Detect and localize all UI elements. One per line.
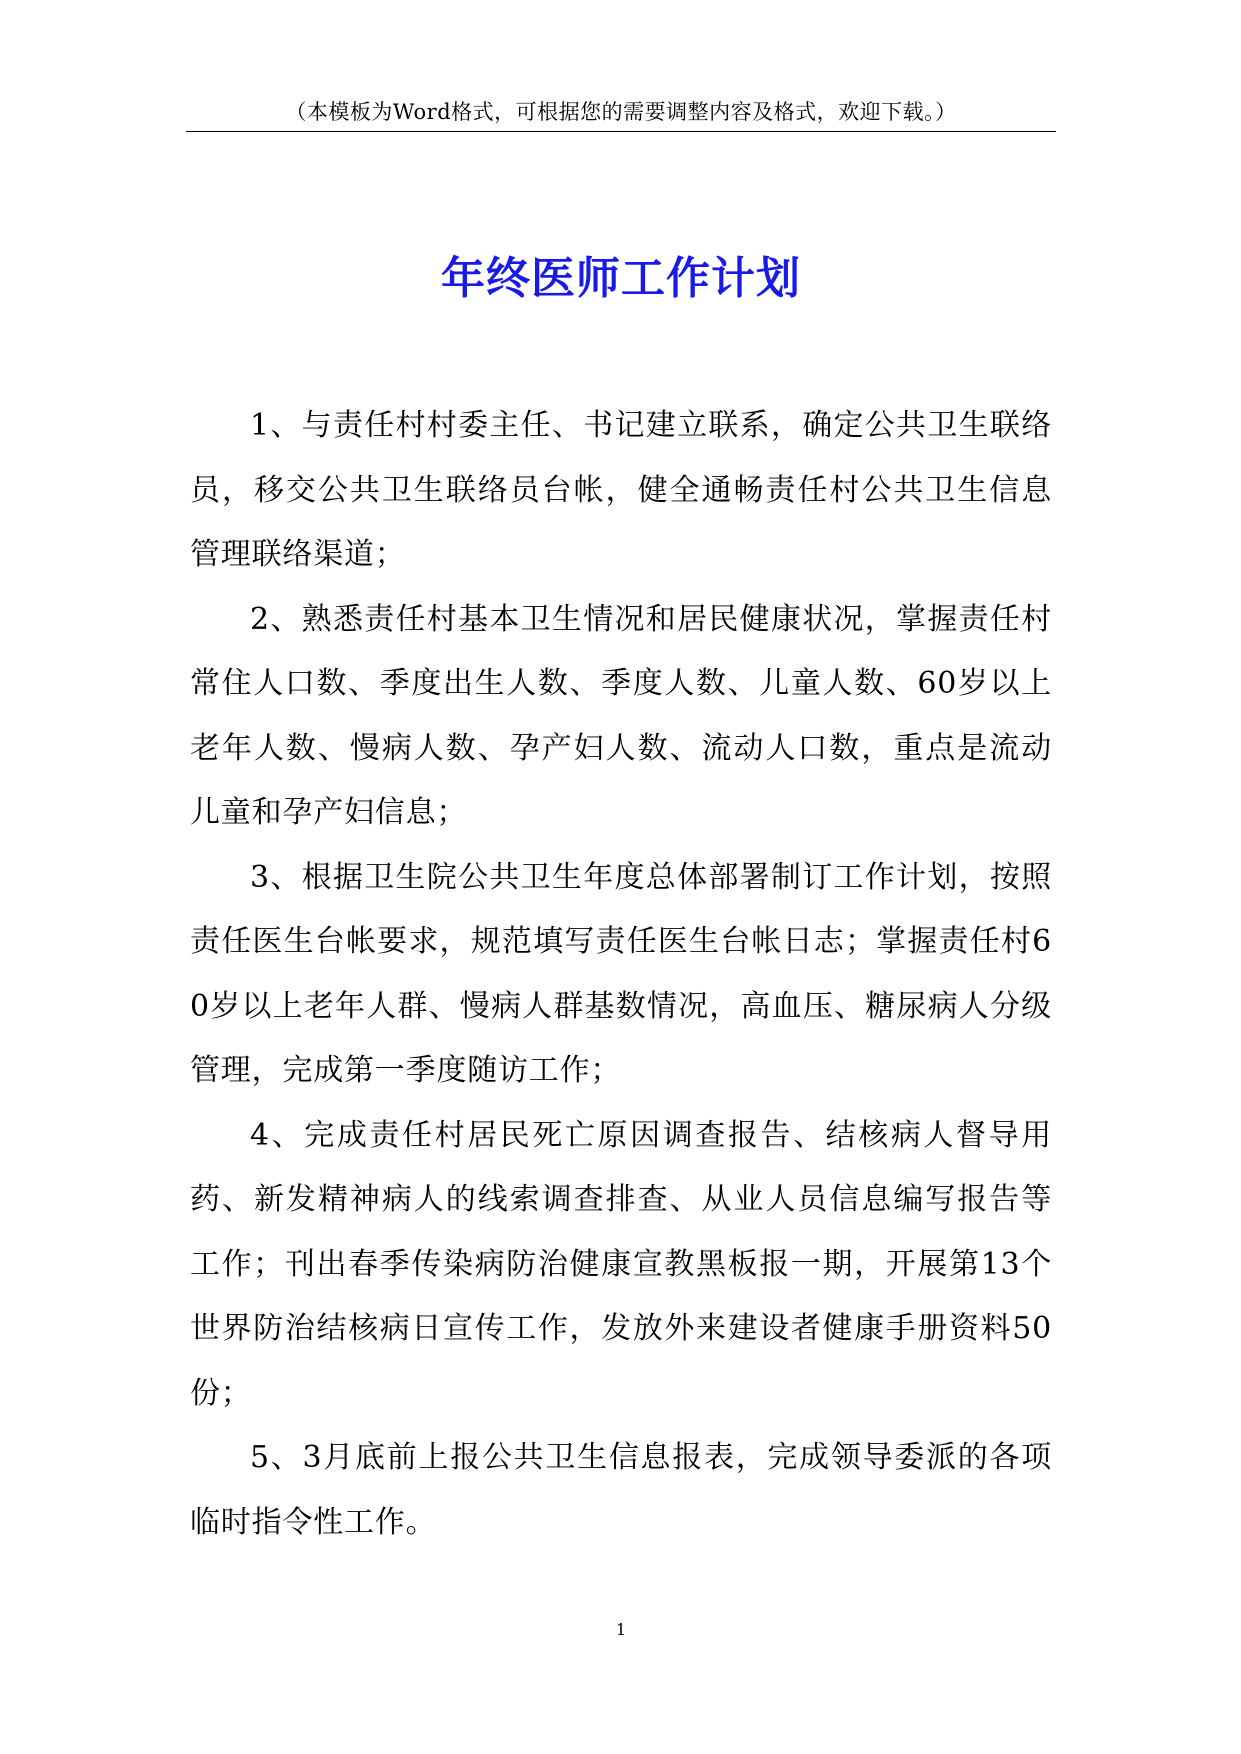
page-number: 1 bbox=[615, 1620, 627, 1639]
template-header-note: （本模板为Word格式，可根据您的需要调整内容及格式，欢迎下载。） bbox=[285, 100, 957, 124]
paragraph-4: 4、完成责任村居民死亡原因调查报告、结核病人督导用药、新发精神病人的线索调查排查、从业人员信息编写报告等工作；刊出春季传染病防治健康宣教黑板报一期，开展第13个世界防治结核病日宣传工作，发放外来建设者健康手册资料50份； bbox=[190, 1117, 1052, 1411]
paragraph-3: 3、根据卫生院公共卫生年度总体部署制订工作计划，按照责任医生台帐要求，规范填写责任医生台帐日志；掌握责任村60岁以上老年人群、慢病人群基数情况，高血压、糖尿病人分级管理，完成第一季度随访工作； bbox=[190, 859, 1052, 1088]
paragraph-1: 1、与责任村村委主任、书记建立联系，确定公共卫生联络员，移交公共卫生联络员台帐，健全通畅责任村公共卫生信息管理联络渠道； bbox=[190, 408, 1052, 572]
paragraph-5: 5、3月底前上报公共卫生信息报表，完成领导委派的各项临时指令性工作。 bbox=[190, 1440, 1052, 1540]
document-title: 年终医师工作计划 bbox=[441, 253, 801, 305]
header-divider bbox=[186, 131, 1056, 132]
document-body bbox=[190, 394, 1052, 1555]
paragraph-2: 2、熟悉责任村基本卫生情况和居民健康状况，掌握责任村常住人口数、季度出生人数、季度人数、儿童人数、60岁以上老年人数、慢病人数、孕产妇人数、流动人口数，重点是流动儿童和孕产妇信息； bbox=[190, 601, 1052, 830]
